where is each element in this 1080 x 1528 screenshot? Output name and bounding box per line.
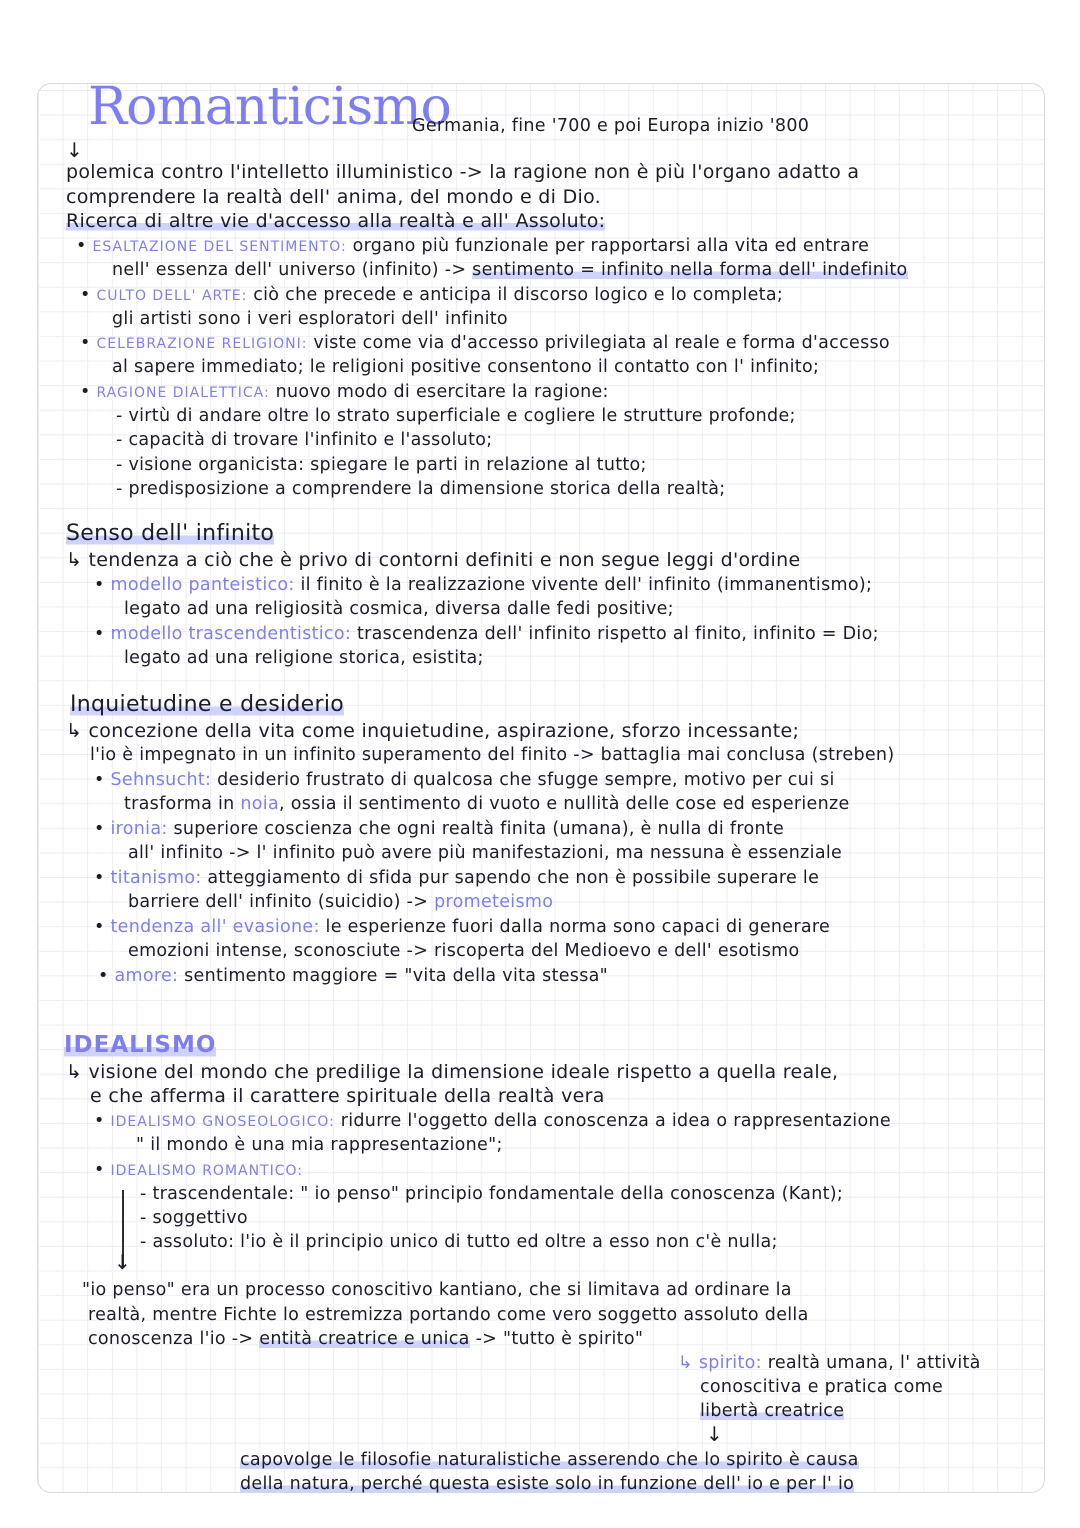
way-religioni-cont: al sapere immediato; le religioni positive consentono il contatto con l' infinito; xyxy=(112,357,820,377)
way-religioni: • CELEBRAZIONE RELIGIONI: viste come via d'accesso privilegiata al reale e forma d'accesso xyxy=(80,333,890,353)
intro-highlight: Ricerca di altre vie d'accesso alla realtà e all' Assoluto: xyxy=(66,210,606,232)
dialettica-item-4: - predisposizione a comprendere la dimensione storica della realtà; xyxy=(116,479,726,499)
idealismo-gnoseologico: • IDEALISMO GNOSEOLOGICO: ridurre l'oggetto della conoscenza a idea o rappresentazione xyxy=(94,1111,891,1131)
spirito-line-1: ↳ spirito: realtà umana, l' attività xyxy=(678,1353,981,1373)
sehnsucht-cont: trasforma in noia, ossia il sentimento di vuoto e nullità delle cose ed esperienze xyxy=(124,794,850,814)
sehnsucht: • Sehnsucht: desiderio frustrato di qualcosa che sfugge sempre, motivo per cui si xyxy=(94,770,835,790)
modello-trascendentistico-cont: legato ad una religione storica, esistita; xyxy=(124,648,484,668)
down-arrow-icon-3: ↓ xyxy=(706,1422,723,1446)
inquietudine-line-1: ↳ concezione della vita come inquietudine, aspirazione, sforzo incessante; xyxy=(66,720,800,742)
down-arrow-icon-2: ↓ xyxy=(114,1250,131,1274)
dialettica-item-2: - capacità di trovare l'infinito e l'assoluto; xyxy=(116,430,493,450)
titanismo: • titanismo: atteggiamento di sfida pur sapendo che non è possibile superare le xyxy=(94,868,820,888)
way-arte: • CULTO DELL' ARTE: ciò che precede e anticipa il discorso logico e lo completa; xyxy=(80,285,784,305)
fichte-para-3: conoscenza l'io -> entità creatrice e unica -> "tutto è spirito" xyxy=(88,1329,644,1349)
evasione-cont: emozioni intense, sconosciute -> riscoperta del Medioevo e dell' esotismo xyxy=(128,941,800,961)
down-arrow-icon: ↓ xyxy=(66,138,83,162)
modello-panteistico-cont: legato ad una religiosità cosmica, diversa dalle fedi positive; xyxy=(124,599,674,619)
dialettica-item-1: - virtù di andare oltre lo strato superficiale e cogliere le strutture profonde; xyxy=(116,406,796,426)
ironia: • ironia: superiore coscienza che ogni realtà finita (umana), è nulla di fronte xyxy=(94,819,785,839)
way-arte-cont: gli artisti sono i veri esploratori dell' infinito xyxy=(112,309,508,329)
infinito-line-1: ↳ tendenza a ciò che è privo di contorni definiti e non segue leggi d'ordine xyxy=(66,549,801,571)
way-sentimento-cont: nell' essenza dell' universo (infinito) -> sentimento = infinito nella forma dell' indefinito xyxy=(112,260,908,280)
conclusion-line-1: capovolge le filosofie naturalistiche asserendo che lo spirito è causa xyxy=(240,1450,859,1470)
amore: • amore: sentimento maggiore = "vita della vita stessa" xyxy=(98,966,609,986)
section-heading-inquietudine: Inquietudine e desiderio xyxy=(70,692,345,717)
intro-line-2: comprendere la realtà dell' anima, del mondo e di Dio. xyxy=(66,186,602,208)
page-title: Romanticismo xyxy=(88,77,451,137)
romantico-soggettivo: - soggettivo xyxy=(140,1208,248,1228)
evasione: • tendenza all' evasione: le esperienze fuori dalla norma sono capaci di generare xyxy=(94,917,831,937)
spirito-line-3: libertà creatrice xyxy=(700,1401,845,1421)
idealismo-gnoseologico-cont: " il mondo è una mia rappresentazione"; xyxy=(136,1135,503,1155)
idealismo-line-2: e che afferma il carattere spirituale della realtà vera xyxy=(90,1085,605,1107)
inquietudine-line-2: l'io è impegnato in un infinito superamento del finito -> battaglia mai conclusa (streben) xyxy=(90,745,895,765)
title-subtitle: Germania, fine '700 e poi Europa inizio '800 xyxy=(412,116,810,136)
section-heading-infinito: Senso dell' infinito xyxy=(66,521,275,546)
modello-trascendentistico: • modello trascendentistico: trascendenza dell' infinito rispetto al finito, infinito = Dio; xyxy=(94,624,879,644)
romantico-assoluto: - assoluto: l'io è il principio unico di tutto ed oltre a esso non c'è nulla; xyxy=(140,1232,778,1252)
fichte-para-2: realtà, mentre Fichte lo estremizza portando come vero soggetto assoluto della xyxy=(88,1305,809,1325)
way-dialettica: • RAGIONE DIALETTICA: nuovo modo di esercitare la ragione: xyxy=(80,382,609,402)
idealismo-line-1: ↳ visione del mondo che predilige la dimensione ideale rispetto a quella reale, xyxy=(66,1061,839,1083)
dialettica-item-3: - visione organicista: spiegare le parti in relazione al tutto; xyxy=(116,455,647,475)
romantico-trascendentale: - trascendentale: " io penso" principio fondamentale della conoscenza (Kant); xyxy=(140,1184,844,1204)
way-sentimento: • ESALTAZIONE DEL SENTIMENTO: organo più funzionale per rapportarsi alla vita ed entrare xyxy=(76,236,870,256)
section-heading-idealismo: IDEALISMO xyxy=(64,1032,217,1058)
intro-line-1: polemica contro l'intelletto illuministico -> la ragione non è più l'organo adatto a xyxy=(66,161,860,183)
conclusion-line-2: della natura, perché questa esiste solo in funzione dell' io e per l' io xyxy=(240,1474,855,1494)
idealismo-romantico: • IDEALISMO ROMANTICO: xyxy=(94,1160,304,1180)
fichte-para-1: "io penso" era un processo conoscitivo kantiano, che si limitava ad ordinare la xyxy=(82,1280,792,1300)
spirito-line-2: conoscitiva e pratica come xyxy=(700,1377,944,1397)
ironia-cont: all' infinito -> l' infinito può avere più manifestazioni, ma nessuna è essenziale xyxy=(128,843,843,863)
titanismo-cont: barriere dell' infinito (suicidio) -> prometeismo xyxy=(128,892,554,912)
intro-line-3 xyxy=(66,209,605,233)
modello-panteistico: • modello panteistico: il finito è la realizzazione vivente dell' infinito (immanentismo); xyxy=(94,575,873,595)
